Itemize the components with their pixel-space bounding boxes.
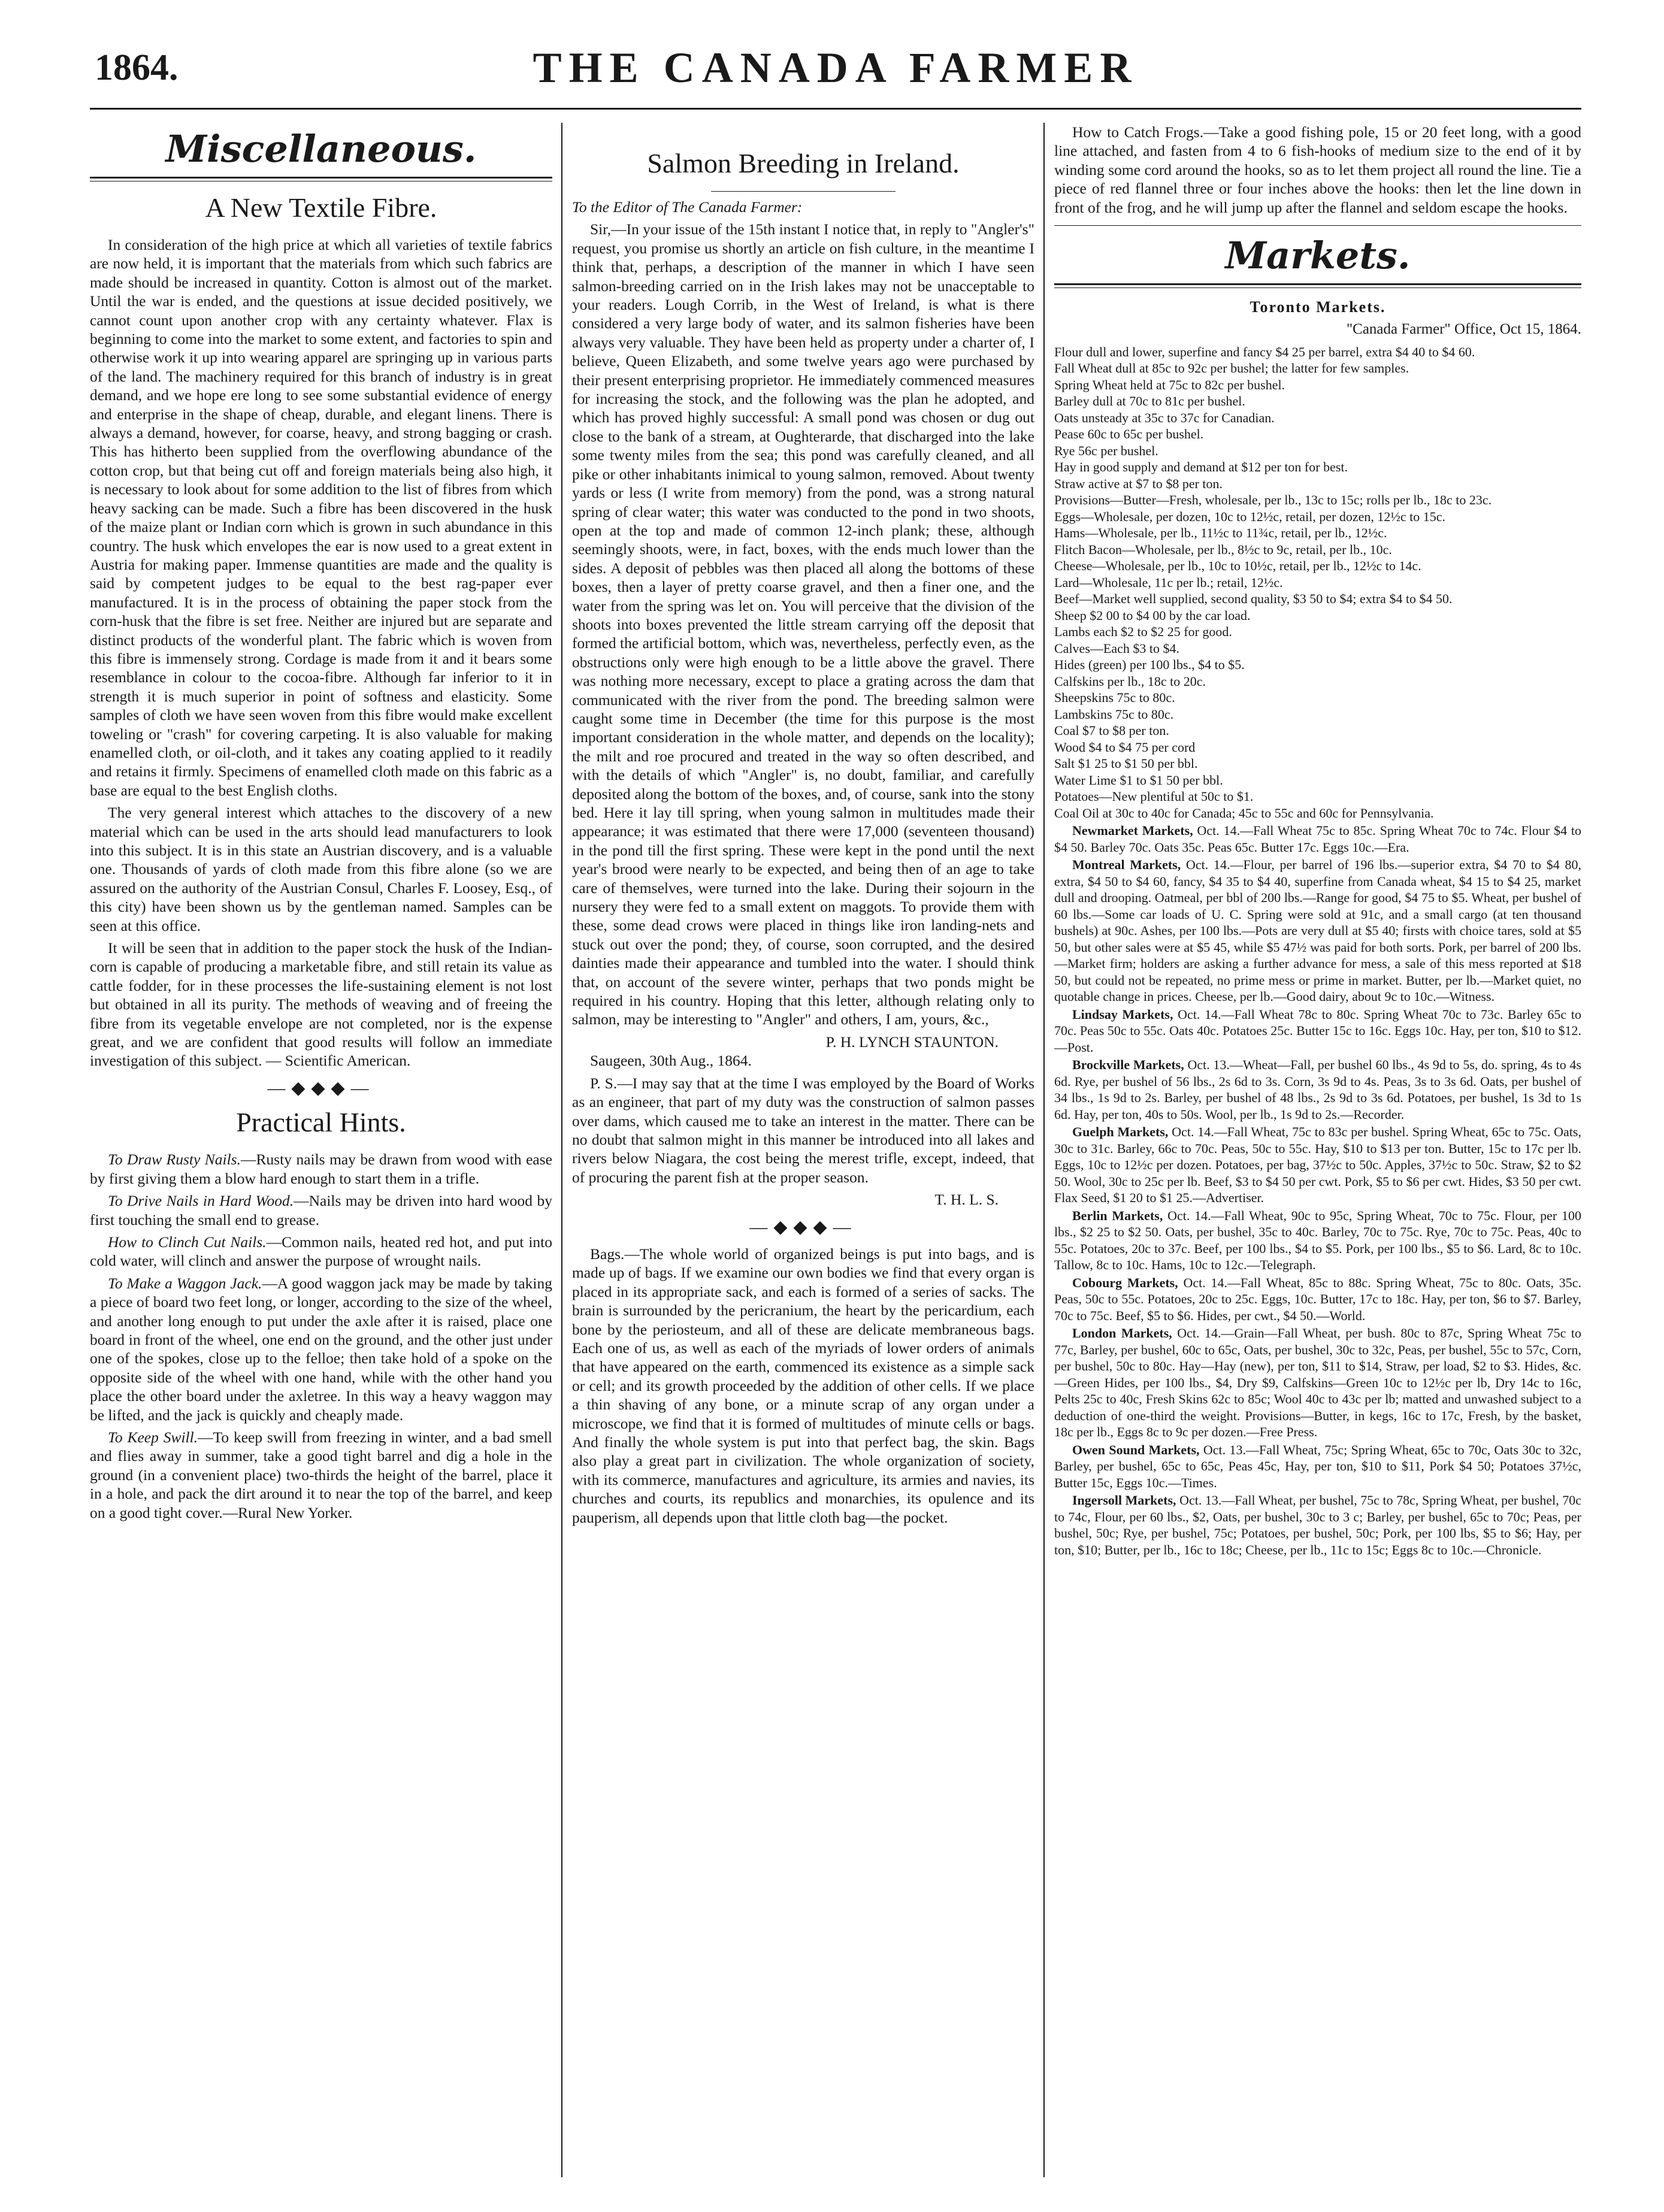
toronto-market-list [1054, 344, 1581, 822]
market-item: Calves—Each $3 to $4. [1054, 640, 1179, 656]
market-item: Lambskins 75c to 80c. [1054, 706, 1174, 722]
town-market-report [1054, 1208, 1581, 1273]
market-item: Coal Oil at 30c to 40c for Canada; 45c to 55c and 60c for Pennsylvania. [1054, 805, 1434, 821]
hint-item [90, 1191, 552, 1229]
article-bags: Bags.—The whole world of organized beings is put into bags, and is made up of bags. If we examine our own bodies we find that every organ is placed in its appropriate sack, and each is formed of a series of sacks. The brain is surrounded by the pericranium, the heart by the pericardium, each bone by the periosteum, and all of these are delicate membraneous bags. Each one of us, as well as each of the myriads of lower orders of animals that have appeared on the earth, commenced its existence as a simple sack or cell; and its growth proceeded by the addition of other cells. If we place a thin shaving of any bone, or a minute scrap of any organ under a microscope, we find that it is formed of multitudes of minute cells or bags. And finally the whole system is put into that perfect bag, the skin. Bags also play a great part in civilization. The whole organization of society, with its commerce, manufactures and agriculture, its armies and navies, its churches and courts, its republics and monarchies, its opulence and its pauperism, all depends upon that little cloth bag—the pocket. [572, 1245, 1034, 1526]
town-market-report [1054, 1275, 1581, 1324]
market-subheading-toronto: Toronto Markets. [1249, 298, 1386, 316]
market-item: Pease 60c to 65c per bushel. [1054, 426, 1204, 442]
hint-item [90, 1150, 552, 1188]
market-item: Hides (green) per 100 lbs., $4 to $5. [1054, 657, 1245, 673]
letter-dateline: Saugeen, 30th Aug., 1864. [590, 1052, 752, 1070]
market-item: Sheepskins 75c to 80c. [1054, 690, 1175, 706]
town-market-list [1054, 822, 1581, 1558]
column-left [90, 123, 552, 2183]
market-item: Hay in good supply and demand at $12 per ton for best. [1054, 459, 1348, 475]
market-item: Wood $4 to $4 75 per cord [1054, 739, 1196, 755]
section-heading-markets: Markets. [1225, 234, 1411, 278]
section-heading-miscellaneous: Miscellaneous. [165, 127, 477, 171]
market-item: Flour dull and lower, superfine and fancy $4 25 per barrel, extra $4 40 to $4 60. [1054, 344, 1475, 359]
hint-lead: To Drive Nails in Hard Wood. [108, 1192, 294, 1210]
market-item: Coal $7 to $8 per ton. [1054, 723, 1169, 739]
letter-salutation: To the Editor of The Canada Farmer: [572, 198, 803, 216]
hint-lead: How to Clinch Cut Nails. [108, 1233, 267, 1251]
town-market-report [1054, 1325, 1581, 1441]
column-right [1054, 123, 1581, 2183]
market-item: Straw active at $7 to $8 per ton. [1054, 476, 1223, 491]
article-title-textile: A New Textile Fibre. [205, 192, 437, 223]
market-item: Beef—Market well supplied, second quality, $3 50 to $4; extra $4 to $4 50. [1054, 591, 1453, 607]
hint-text: —Common nails, heated red hot, and put into cold water, will clinch and answer the purpose of wrought nails. [90, 1233, 552, 1270]
town-market-name: Brockville Markets, [1072, 1057, 1184, 1073]
hint-text: —To keep swill from freezing in winter, and a bad smell and flies away in summer, take a good tight barrel and dig a hole in the ground (in a convenient place) two-thirds the height of the barrel, place it in a hole, and pack the dirt around it to near the top of the barrel, and keep on a good tight cover.—Rural New Yorker. [90, 1428, 552, 1521]
town-market-report [1054, 1492, 1581, 1558]
town-market-name: London Markets, [1072, 1326, 1172, 1341]
hint-item [90, 1428, 552, 1522]
town-market-text: Oct. 13.—Fall Wheat, 75c; Spring Wheat, 65c to 70c, Oats 30c to 32c, Barley, per bushel, 65c to 65c, Peas 45c, Hay, per ton, $10 to $11, Pork $4 50; Potatoes 37½c, Butter 15c, Eggs 10c.—Times. [1054, 1442, 1581, 1490]
town-market-name: Owen Sound Markets, [1072, 1442, 1200, 1457]
article-title-hints: Practical Hints. [236, 1107, 406, 1138]
hint-lead: To Draw Rusty Nails. [108, 1151, 241, 1169]
hint-lead: To Keep Swill. [108, 1428, 198, 1446]
article-frogs: How to Catch Frogs.—Take a good fishing pole, 15 or 20 feet long, with a good line attached, and fasten from 4 to 6 fish-hooks of medium size to the end of it by winding some cord around the hooks, so as to let them project all round the line. Tie a piece of red flannel three or four inches above the hooks: then let the line down in front of the frog, and he will jump up after the flannel and seldom escape the hooks. [1054, 123, 1581, 216]
hint-text: —A good waggon jack may be made by taking a piece of board two feet long, or longer, according to the size of the wheel, and another long enough to put under the axle after it is raised, place one board in front of the wheel, one end on the ground, and the other just under one of the spokes, close up to the felloe; then take hold of a spoke on the opposite side of the wheel with one hand, while with the other hand you place the other board under the axletree. In this way a heavy waggon may be lifted, and the jack is quickly and cheaply made. [90, 1274, 552, 1424]
market-item: Potatoes—New plentiful at 50c to $1. [1054, 789, 1254, 804]
market-item: Lard—Wholesale, 11c per lb.; retail, 12½c. [1054, 574, 1283, 590]
heading-rule [1054, 283, 1581, 288]
market-item: Cheese—Wholesale, per lb., 10c to 10½c, retail, per lb., 12½c to 14c. [1054, 558, 1421, 574]
town-market-report [1054, 1124, 1581, 1206]
column-rule [1043, 123, 1045, 2177]
header-year: 1864. [95, 47, 178, 88]
market-item: Lambs each $2 to $2 25 for good. [1054, 624, 1232, 640]
town-market-text: Oct. 13.—Wheat—Fall, per bushel 60 lbs., 4s 9d to 5s, do. spring, 4s to 4s 6d. Rye, per bushel of 56 lbs., 2s 6d to 3s. Corn, 3s 9d to 4s. Peas, 3s to 3s 6d. Oats, per bushel of 34 lbs., 1s 9d to 2s. Barley, per bushel of 48 lbs., 2s 9d to 3s 6d. Potatoes, per bushel, 1s 3d to 1s 6d. Hay, per ton, 40s to 50s. Wool, per lb., 1s 9d to 2s.—Recorder. [1054, 1057, 1581, 1122]
ornament-divider: —◆◆◆— [749, 1217, 857, 1237]
postscript-initials: T. H. L. S. [934, 1191, 999, 1209]
market-item: Fall Wheat dull at 85c to 92c per bushel; the latter for few samples. [1054, 361, 1409, 376]
hint-lead: To Make a Waggon Jack. [108, 1274, 262, 1292]
town-market-text: Oct. 14.—Fall Wheat, 85c to 88c. Spring Wheat, 75c to 80c. Oats, 35c. Peas, 50c to 55c. Potatoes, 20c to 25c. Eggs, 10c. Butter, 17c to 18c. Hay, per ton, $6 to $7. Barley, 70c to 75c. Beef, $5 to $6. Hides, per cwt., $4 50.—World. [1054, 1275, 1581, 1323]
hint-text: —Rusty nails may be drawn from wood with ease by first giving them a blow hard enough to start them in a trifle. [90, 1151, 552, 1187]
town-market-text: Oct. 14.—Grain—Fall Wheat, per bush. 80c to 87c, Spring Wheat 75c to 77c, Barley, per bushel, 60c to 65c, Oats, per bushel, 30c to 32c, Peas, per bushel, 55c to 57c, Corn, per bushel, 50c to 80c. Hay—Hay (new), per ton, $11 to $14, Straw, per load, $2 to $3. Hides, &c.—Green Hides, per 100 lbs., $4, Dry $9, Calfskins—Green 10c to 12½c per lb, Dry 14c to 16c, Pelts 25c to 40c, Fresh Skins 62c to 85c; Wool 40c to 43c per lb; matted and unwashed subject to a deduction of one-third the weight. Provisions—Butter, in kegs, 16c to 17c, Fresh, by the basket, 18c per lb., Eggs 8c to 9c per dozen.—Free Press. [1054, 1326, 1581, 1440]
ornament-divider: —◆◆◆— [267, 1078, 375, 1098]
market-item: Calfskins per lb., 18c to 20c. [1054, 673, 1206, 689]
hint-text: —Nails may be driven into hard wood by first touching the small end to grease. [90, 1192, 552, 1228]
market-item: Flitch Bacon—Wholesale, per lb., 8½c to 9c, retail, per lb., 10c. [1054, 541, 1392, 557]
town-market-report [1054, 1442, 1581, 1491]
title-rule [711, 191, 896, 192]
article-paragraph: In consideration of the high price at which all varieties of textile fabrics are now held, it is important that the materials from which such fabrics are made should be increased in quantity. Cotton is almost out of the market. Until the war is ended, and the questions at issue decided positively, we cannot count upon another crop with any certainty whatever. Flax is beginning to come into the market to some extent, and factories to spin and otherwise work it up into wearing apparel are springing up in various parts of the land. The machinery required for this branch of industry is in great demand, and we hope ere long to see some substantial evidence of energy and enterprise in the shape of cheap, durable, and elegant linens. There is always a demand, however, for coarse, heavy, and strong bagging or crash. This has hitherto been supplied from the overflowing abundance of the cotton crop, but that being cut off and foreign materials being also high, it is necessary to look about for some addition to the list of fibres from which heavy sacking can be made. Such a fibre has been discovered in the husk of the maize plant or Indian corn which is grown in such abundance in this country. The husk which envelopes the ear is now used to a great extent in Austria for making paper. Immense quantities are made and the quality is said by competent judges to be equal to the best rag-paper ever manufactured. It is in the process of obtaining the paper stock from the corn-husk that the fibre is set free. Neither are injured but are separate and distinct products of the wonderful plant. The fabric which is woven from this fibre is immensely strong. Cordage is made from it and it bears some resemblance in colour to the cocoa-fibre. Although far inferior to it in strength it is much superior in point of softness and elasticity. Some samples of cloth we have seen woven from this fibre would make excellent toweling or "crash" for covering carpeting. It is also valuable for making enamelled cloth, or oil-cloth, and it takes any coating applied to it readily and retains it firmly. Specimens of enamelled cloth made on this fabric as a base are equal to the best English cloths. [90, 236, 552, 799]
market-office-line: "Canada Farmer" Office, Oct 15, 1864. [1346, 321, 1581, 338]
market-item: Provisions—Butter—Fresh, wholesale, per lb., 13c to 15c; rolls per lb., 18c to 23c. [1054, 492, 1492, 508]
market-item: Water Lime $1 to $1 50 per bbl. [1054, 772, 1223, 788]
town-market-report [1054, 857, 1581, 1005]
town-market-text: Oct. 14.—Fall Wheat 75c to 85c. Spring Wheat 70c to 74c. Flour $4 to $4 50. Barley 70c. Oats 35c. Peas 65c. Butter 17c. Eggs 10c.—Era. [1054, 823, 1581, 855]
hint-item [90, 1233, 552, 1270]
masthead-title: THE CANADA FARMER [533, 44, 1139, 92]
town-market-name: Newmarket Markets, [1072, 823, 1193, 839]
market-item: Oats unsteady at 35c to 37c for Canadian. [1054, 410, 1275, 425]
article-paragraph: It will be seen that in addition to the paper stock the husk of the Indian-corn is capable of producing a marketable fibre, and still retain its value as cattle fodder, for in these processes the life-sustaining element is not lost but obtained in all its purity. The methods of weaving and of freeing the fibre from its vegetable envelope are not completed, nor is the expense great, and we are confident that good results will follow an immediate investigation of this subject. — Scientific American. [90, 939, 552, 1070]
town-market-text: Oct. 14.—Fall Wheat, 75c to 83c per bushel. Spring Wheat, 65c to 75c. Oats, 30c to 31c. Barley, 66c to 70c. Peas, 50c to 55c. Hay, $10 to $13 per ton. Butter, 15c to 17c per lb. Eggs, 10c to 12½c per dozen. Potatoes, per bag, 37½c to 50c. Apples, 37½c to 50c. Straw, $2 to $2 50. Wool, 30c to 25c per lb. Beef, $3 to $4 50 per cwt. Pork, $5 to $6 per cwt. Hides, $3 50 per cwt. Flax Seed, $1 20 to $1 25.—Advertiser. [1054, 1124, 1581, 1206]
article-title-salmon: Salmon Breeding in Ireland. [647, 148, 960, 178]
market-item: Hams—Wholesale, per lb., 11½c to 11¾c, retail, per lb., 12½c. [1054, 525, 1387, 541]
market-item: Rye 56c per bushel. [1054, 443, 1158, 458]
letter-postscript: P. S.—I may say that at the time I was employed by the Board of Works as an engineer, that part of my duty was the construction of salmon passes over dams, which caused me to take an interest in the matter. There can be no doubt that salmon might in this manner be introduced into all lakes and rivers below Niagara, the cost being the merest trifle, except, indeed, that of procuring the parent fish at the proper season. [572, 1074, 1034, 1186]
hint-item [90, 1274, 552, 1424]
town-market-name: Lindsay Markets, [1072, 1006, 1173, 1022]
article-paragraph: The very general interest which attaches to the discovery of a new material which can be used in the arts should lead manufacturers to look into this subject. It is in this state an Austrian discovery, and is a valuable one. Thousands of yards of cloth made from this fibre alone (so we are assured on the authority of the Austrian Consul, Charles F. Loosey, Esq., of this city) have been shown us by the gentleman named. Samples can be seen at this office. [90, 804, 552, 934]
town-market-report [1054, 1057, 1581, 1122]
town-market-report [1054, 1006, 1581, 1056]
column-rule [561, 123, 562, 2177]
market-item: Sheep $2 00 to $4 00 by the car load. [1054, 607, 1251, 623]
town-market-name: Guelph Markets, [1072, 1124, 1169, 1140]
town-market-text: Oct. 14.—Fall Wheat, 90c to 95c, Spring Wheat, 70c to 75c. Flour, per 100 lbs., $2 25 to $2 50. Oats, per bushel, 35c to 40c. Barley, 70c to 75c. Rye, 70c to 75c. Peas, 40c to 55c. Potatoes, 20c to 37c. Beef, per 100 lbs., $4 to $5. Pork, per 100 lbs., $5 to $6. Lard, 8c to 10c. Tallow, 8c to 10c. Hams, 10c to 12c.—Telegraph. [1054, 1208, 1581, 1273]
town-market-text: Oct. 14.—Fall Wheat 78c to 80c. Spring Wheat 70c to 73c. Barley 65c to 70c. Peas 50c to 55c. Oats 40c. Potatoes 25c. Butter 15c to 16c. Eggs 10c. Hay, per ton, $10 to $12.—Post. [1054, 1006, 1581, 1055]
town-market-name: Ingersoll Markets, [1072, 1493, 1176, 1508]
heading-rule [90, 177, 552, 181]
town-market-text: Oct. 14.—Flour, per barrel of 196 lbs.—superior extra, $4 70 to $4 80, extra, $4 50 to $4 60, fancy, $4 35 to $4 40, superfine from Canada wheat, $4 15 to $4 25, market dull and drooping. Oatmeal, per bbl of 200 lbs.—Range for good, $4 75 to $5. Wheat, per bushel of 60 lbs.—Some car loads of U. C. Spring were sold at 91c, and a small cargo (at ten thousand bushels) at 90c. Ashes, per 100 lbs.—Pots are very dull at $5 40; firsts with choice tares, sold at $5 50, but other sales were at $5 45, while $5 47½ was paid for both sorts. Pork, per barrel of 200 lbs.—Market firm; holders are asking a further advance for mess, a sale of this mess reported at $18 50, but could not be repeated, no prime mess or prime in market. Butter, per lb.—Market quiet, no quotable change in prices. Cheese, per lb.—Good dairy, about 9c to 10c.—Witness. [1054, 857, 1581, 1004]
market-item: Barley dull at 70c to 81c per bushel. [1054, 394, 1245, 409]
market-item: Eggs—Wholesale, per dozen, 10c to 12½c, retail, per dozen, 12½c to 15c. [1054, 509, 1446, 524]
market-item: Spring Wheat held at 75c to 82c per bushel. [1054, 377, 1285, 392]
column-middle [572, 123, 1034, 2183]
section-rule [1054, 225, 1581, 226]
letter-signature: P. H. LYNCH STAUNTON. [825, 1033, 999, 1051]
market-item: Salt $1 25 to $1 50 per bbl. [1054, 756, 1198, 771]
town-market-text: Oct. 13.—Fall Wheat, per bushel, 75c to 78c, Spring Wheat, per bushel, 70c to 74c, Flour, per 60 lbs., $2, Oats, per bushel, 30c to 3 c; Barley, per bushel, 65c to 70c; Peas, per bushel, 50c; Rye, per bushel, 75c; Potatoes, per bushel, 50c; Pork, per 100 lbs, $5 to $6; Hay, per ton, $10; Butter, per lb., 16c to 18c; Cheese, per lb., 11c to 15c; Eggs 8c to 10c.—Chronicle. [1054, 1493, 1581, 1557]
town-market-report [1054, 822, 1581, 855]
town-market-name: Berlin Markets, [1072, 1208, 1163, 1223]
article-paragraph: Sir,—In your issue of the 15th instant I notice that, in reply to "Angler's" request, you promise us shortly an article on fish culture, in the meantime I think that, perhaps, a description of the manner in which I have seen salmon-breeding carried on in the Irish lakes may not be unacceptable to your readers. Lough Corrib, in the West of Ireland, is what is there considered a very large body of water, and its salmon fisheries have been always very valuable. They have been held as property under a charter of, I believe, Queen Elizabeth, and some twelve years ago were purchased by their present enterprising proprietor. He immediately commenced measures for increasing the stock, and the following was the plan he adopted, and which has proved highly successful: A small pond was chosen or dug out close to the bank of a stream, at Oughterarde, that discharged into the lake some twenty miles from the sea; this pond was carefully cleaned, and all pike or other inhabitants inimical to young salmon, removed. About twenty yards or less (I write from memory) from the pond, was a strong natural spring of clear water; this water was conducted to the pond in two shoots, open at the top and made of common 12-inch plank; these, although seemingly shoots, were, in fact, boxes, with the ends much lower than the sides. A deposit of pebbles was then placed all along the bottoms of these boxes, then a layer of pretty coarse gravel, and then a finer one, and the water from the spring was let on. You will perceive that the division of the shoots into boxes prevented the little stream carrying off the deposit that formed the artificial bottom, which was, nevertheless, perfectly even, as the obstructions only were high enough to be a little above the gravel. There was nothing more necessary, except to place a grating across the dam that communicated with the river from the pond. The breeding salmon were caught some time in December (the time for this purpose is the most important consideration in the whole matter, and depends on the locality); the milt and roe procured and treated in the way so often described, and with the details of which "Angler" is, no doubt, familiar, and carefully deposited along the bottom of the boxes, and, of course, sank into the stony bed. Here it lay till spring, when young salmon in multitudes made their appearance; it was estimated that there were 17,000 (seventeen thousand) in the pond till the first spring. These were kept in the pond until the next year's brood were nearly to be expected, and being then of an age to take care of themselves, were turned into the lake. During their sojourn in the nursery they were fed to a small extent on maggots. To provide them with these, some dead crows were placed in things like iron landing-nets and stuck out over the pond; they, of course, soon corrupted, and the desired dainties made their appearance and tumbled into the water. I should think that, on account of the severe winter, perhaps that two ponds might be required in his country. Hoping that this letter, although relating only to salmon, may be interesting to "Angler" and others, I am, yours, &c., [572, 220, 1034, 1028]
town-market-name: Montreal Markets, [1072, 857, 1181, 873]
page-header [90, 42, 1581, 110]
town-market-name: Cobourg Markets, [1072, 1275, 1178, 1290]
